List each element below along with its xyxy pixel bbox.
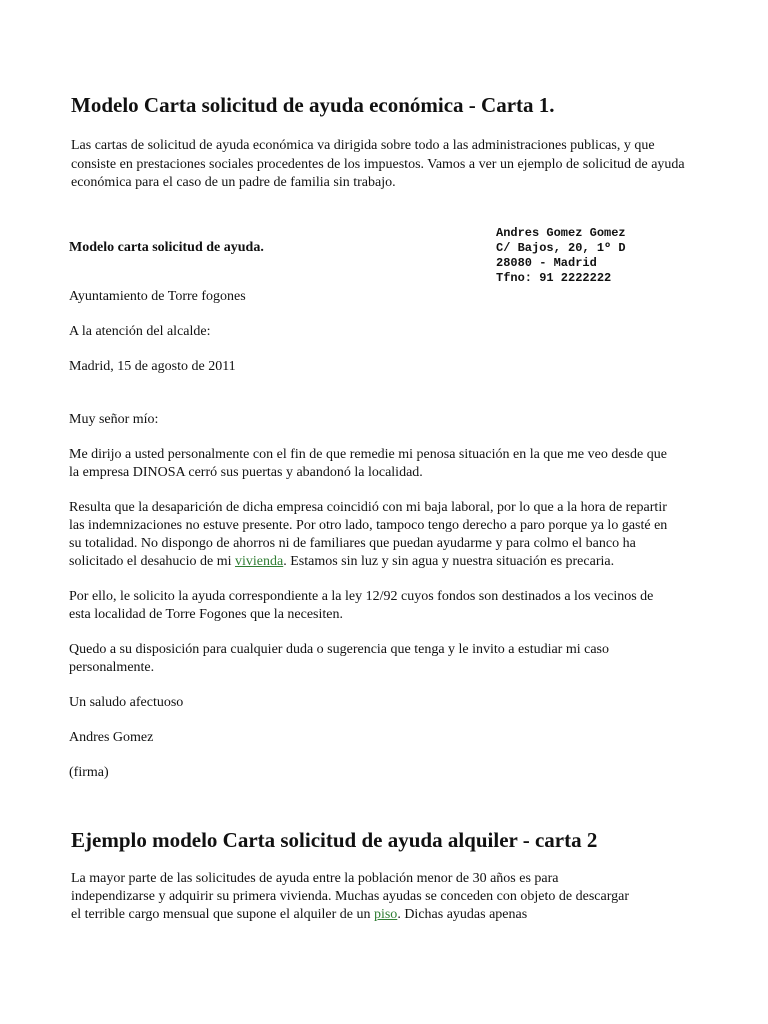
letter-recipient: Ayuntamiento de Torre fogones	[69, 289, 246, 304]
sender-name: Andres Gomez Gomez	[496, 226, 626, 240]
intro-paragraph: Las cartas de solicitud de ayuda económica va dirigida sobre todo a las administraciones publicas, y que consiste en prestaciones sociales procedentes de los impuestos. Vamos a ver un ejemplo de solicitud de ayuda económica para el caso de un padre de familia sin trabajo.	[71, 138, 685, 190]
section-title-carta-2: Ejemplo modelo Carta solicitud de ayuda alquiler - carta 2	[71, 828, 598, 852]
sender-street: C/ Bajos, 20, 1º D	[496, 241, 626, 255]
letter-salutation: Muy señor mío:	[69, 412, 159, 427]
letter-heading: Modelo carta solicitud de ayuda.	[69, 240, 264, 255]
letter-paragraph-4: Quedo a su disposición para cualquier duda o sugerencia que tenga y le invito a estudiar mi caso personalmente.	[69, 642, 609, 675]
letter-paragraph-2-tail: . Estamos sin luz y sin agua y nuestra situación es precaria.	[283, 554, 615, 569]
sender-city: 28080 - Madrid	[496, 256, 597, 270]
letter-paragraph-2	[69, 499, 669, 571]
letter-body	[69, 288, 669, 782]
sender-phone: Tfno: 91 2222222	[496, 271, 612, 285]
letter-paragraph-3: Por ello, le solicito la ayuda correspondiente a la ley 12/92 cuyos fondos son destinados a los vecinos de esta localidad de Torre Fogones que la necesiten.	[69, 589, 654, 622]
letter-signature: (firma)	[69, 765, 109, 780]
piso-link[interactable]: piso	[373, 907, 398, 922]
vivienda-link[interactable]: vivienda	[235, 554, 284, 569]
letter-paragraph-2-text: Resulta que la desaparición de dicha empresa coincidió con mi baja laboral, por lo que a la hora de repartir las indemnizaciones no estuve presente. Por otro lado, tampoco tengo derecho a paro porque ya lo gasté en su totalidad. No dispongo de ahorros ni de familiares que puedan ayudarme y para colmo el banco ha solicitado el desahucio de mi	[69, 500, 668, 569]
letter-date: Madrid, 15 de agosto de 2011	[69, 359, 236, 374]
letter-paragraph-1: Me dirijo a usted personalmente con el fin de que remedie mi penosa situación en la que me veo desde que la empresa DINOSA cerró sus puertas y abandonó la localidad.	[69, 447, 667, 480]
article-title: Modelo Carta solicitud de ayuda económica - Carta 1.	[71, 93, 555, 117]
letter-closing: Un saludo afectuoso	[69, 695, 184, 710]
intro-paragraph-2	[71, 870, 631, 924]
letter-attention: A la atención del alcalde:	[69, 324, 211, 339]
intro-paragraph-2-text: La mayor parte de las solicitudes de ayuda entre la población menor de 30 años es para independizarse y adquirir su primera vivienda. Muchas ayudas se conceden con objeto de descargar el terrible cargo mensual que supone el alquiler de un	[71, 871, 629, 922]
intro-paragraph-2-tail: . Dichas ayudas apenas	[397, 907, 528, 922]
letter-signer: Andres Gomez	[69, 730, 154, 745]
sender-address	[496, 226, 626, 286]
